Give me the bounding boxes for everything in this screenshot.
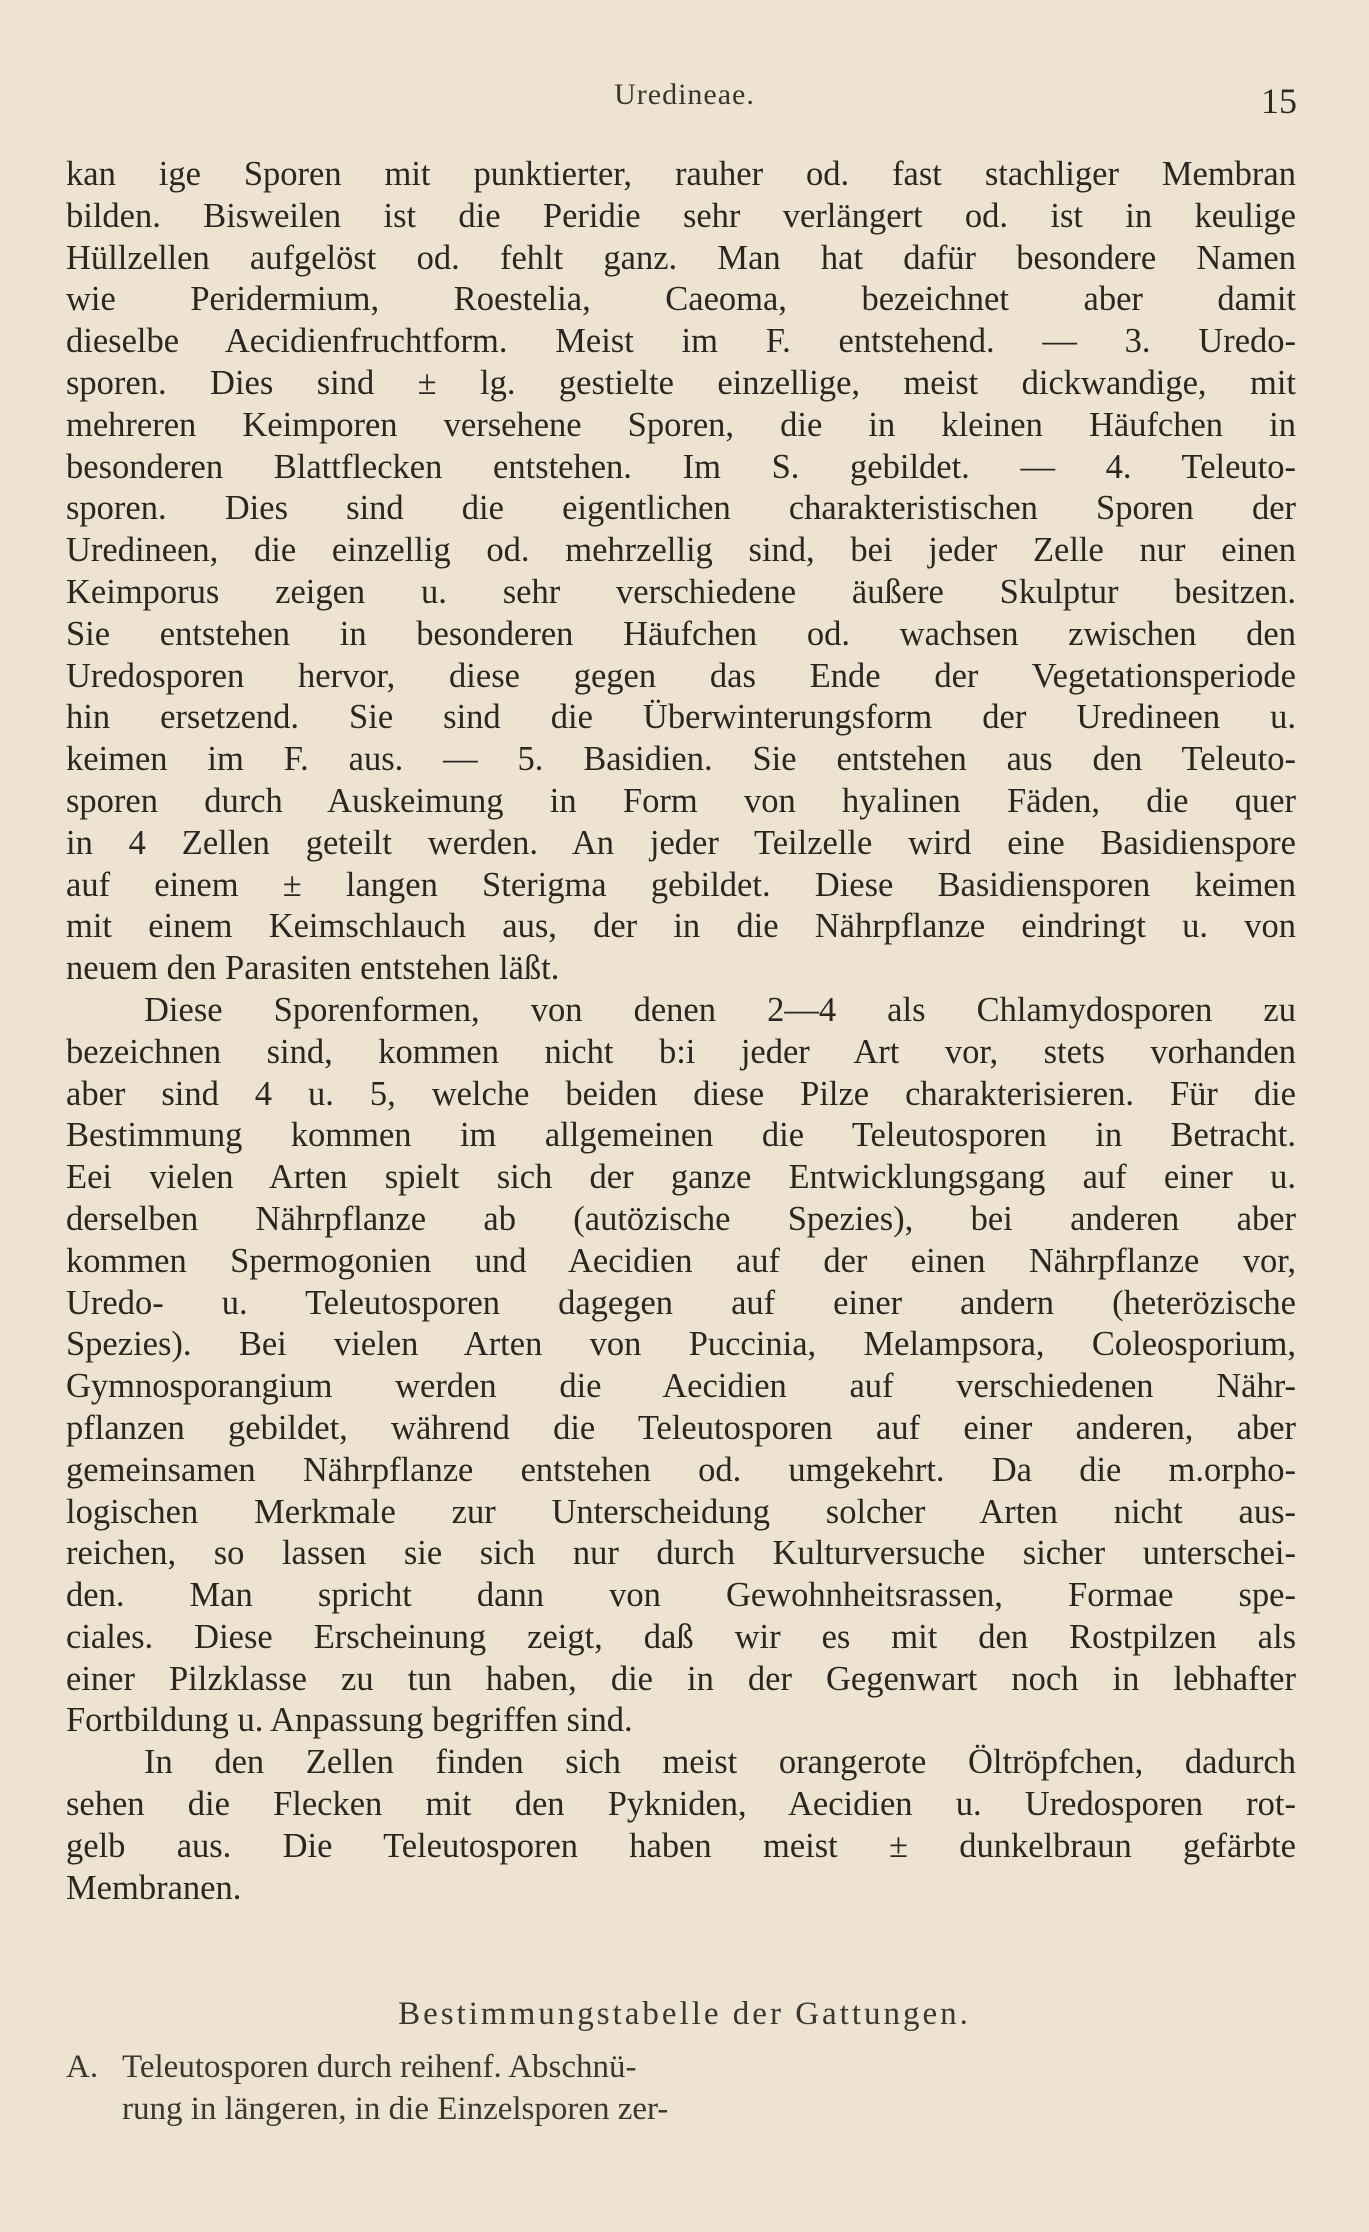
text-line: wie Peridermium, Roestelia, Caeoma, bezeichnet aber damit — [66, 280, 1296, 319]
text-line: aber sind 4 u. 5, welche beiden diese Pilze charakterisieren. Für die — [66, 1074, 1296, 1113]
text-line: sehen die Flecken mit den Pykniden, Aecidien u. Uredosporen rot- — [66, 1785, 1296, 1824]
text-line: sporen durch Auskeimung in Form von hyalinen Fäden, die quer — [66, 781, 1296, 820]
key-entry — [66, 2046, 866, 2130]
text-line: kan ige Sporen mit punktierter, rauher od. fast stachliger Membran — [66, 155, 1296, 193]
text-line: Bestimmung kommen im allgemeinen die Teleutosporen in Betracht. — [66, 1116, 1296, 1155]
text-line: In den Zellen finden sich meist orangerote Öltröpfchen, dadurch — [144, 1743, 1296, 1782]
running-head — [0, 78, 1369, 121]
key-line: rung in längeren, in die Einzelsporen zer- — [122, 2091, 669, 2127]
key-line — [66, 2046, 866, 2088]
text-line: einer Pilzklasse zu tun haben, die in der Gegenwart noch in lebhafter — [66, 1659, 1296, 1698]
text-line: Membranen. — [66, 1868, 242, 1907]
text-line: bilden. Bisweilen ist die Peridie sehr verlängert od. ist in keulige — [66, 196, 1296, 235]
text-line: Uredineen, die einzellig od. mehrzellig sind, bei jeder Zelle nur einen — [66, 531, 1296, 570]
text-line: in 4 Zellen geteilt werden. An jeder Teilzelle wird eine Basidienspore — [66, 823, 1296, 862]
key-text: Teleutosporen durch reihenf. Abschnü- — [122, 2049, 637, 2085]
text-line: Fortbildung u. Anpassung begriffen sind. — [66, 1701, 633, 1740]
text-line: Eei vielen Arten spielt sich der ganze Entwicklungsgang auf einer u. — [66, 1158, 1296, 1197]
text-line: bezeichnen sind, kommen nicht b:i jeder Art vor, stets vorhanden — [66, 1032, 1296, 1071]
text-line: keimen im F. aus. — 5. Basidien. Sie entstehen aus den Teleuto- — [66, 740, 1296, 779]
text-line: Keimporus zeigen u. sehr verschiedene äußere Skulptur besitzen. — [66, 572, 1296, 611]
text-line: sporen. Dies sind die eigentlichen charakteristischen Sporen der — [66, 489, 1296, 528]
text-line: Diese Sporenformen, von denen 2—4 als Chlamydosporen zu — [144, 990, 1296, 1029]
body-text — [66, 154, 1296, 1909]
text-line: Spezies). Bei vielen Arten von Puccinia, Melampsora, Coleosporium, — [66, 1325, 1296, 1364]
running-title: Uredineae. — [614, 78, 755, 111]
text-line: Sie entstehen in besonderen Häufchen od. wachsen zwischen den — [66, 614, 1296, 653]
text-line: gemeinsamen Nährpflanze entstehen od. umgekehrt. Da die m.orpho- — [66, 1450, 1296, 1489]
text-line: derselben Nährpflanze ab (autözische Spezies), bei anderen aber — [66, 1199, 1296, 1238]
text-line: Uredosporen hervor, diese gegen das Ende der Vegetationsperiode — [66, 656, 1296, 695]
text-line: pflanzen gebildet, während die Teleutosporen auf einer anderen, aber — [66, 1408, 1296, 1447]
text-line: sporen. Dies sind ± lg. gestielte einzellige, meist dickwandige, mit — [66, 363, 1296, 402]
text-line: gelb aus. Die Teleutosporen haben meist ± dunkelbraun gefärbte — [66, 1826, 1296, 1865]
text-line: ciales. Diese Erscheinung zeigt, daß wir es mit den Rostpilzen als — [66, 1617, 1296, 1656]
text-line: neuem den Parasiten entstehen läßt. — [66, 949, 560, 988]
table-title: Bestimmungstabelle der Gattungen. — [398, 1996, 971, 2032]
text-line: mit einem Keimschlauch aus, der in die Nährpflanze eindringt u. von — [66, 907, 1296, 946]
text-line: mehreren Keimporen versehene Sporen, die in kleinen Häufchen in — [66, 405, 1296, 444]
text-line: Hüllzellen aufgelöst od. fehlt ganz. Man hat dafür besondere Namen — [66, 238, 1296, 277]
text-line: auf einem ± langen Sterigma gebildet. Diese Basidiensporen keimen — [66, 865, 1296, 904]
text-line: Uredo- u. Teleutosporen dagegen auf einer andern (heterözische — [66, 1283, 1296, 1322]
page-number: 15 — [1261, 81, 1297, 121]
text-line: dieselbe Aecidienfruchtform. Meist im F. entstehend. — 3. Uredo- — [66, 322, 1296, 361]
text-line: besonderen Blattflecken entstehen. Im S. gebildet. — 4. Teleuto- — [66, 447, 1296, 486]
text-line: kommen Spermogonien und Aecidien auf der einen Nährpflanze vor, — [66, 1241, 1296, 1280]
key-letter: A. — [66, 2049, 99, 2085]
text-line: logischen Merkmale zur Unterscheidung solcher Arten nicht aus- — [66, 1492, 1296, 1531]
text-line: Gymnosporangium werden die Aecidien auf verschiedenen Nähr- — [66, 1367, 1296, 1406]
text-line: hin ersetzend. Sie sind die Überwinterungsform der Uredineen u. — [66, 698, 1296, 737]
text-line: den. Man spricht dann von Gewohnheitsrassen, Formae spe- — [66, 1576, 1296, 1615]
text-line: reichen, so lassen sie sich nur durch Kulturversuche sicher unterschei- — [66, 1534, 1296, 1573]
